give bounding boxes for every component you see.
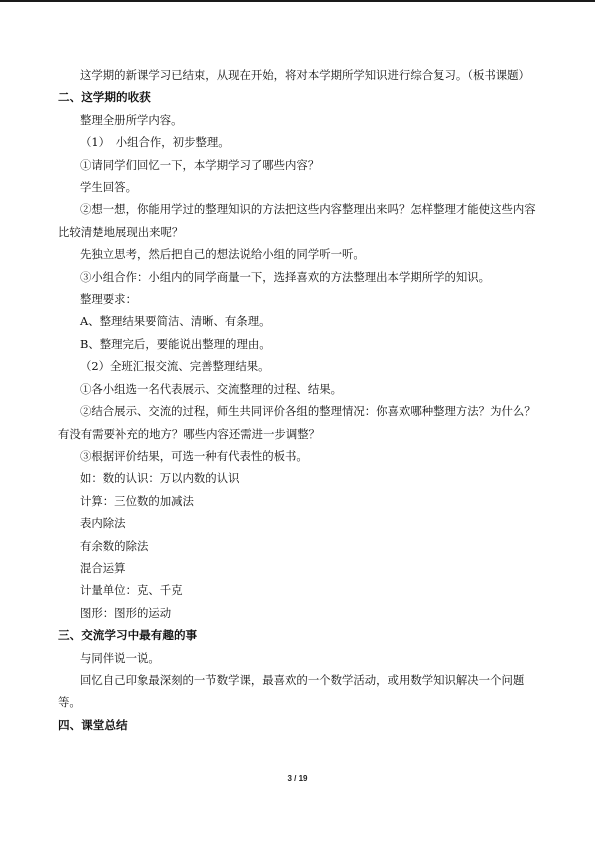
paragraph: A、整理结果要简洁、清晰、有条理。 bbox=[80, 314, 271, 329]
paragraph: （1） 小组合作，初步整理。 bbox=[80, 135, 230, 150]
paragraph: 这学期的新课学习已结束，从现在开始，将对本学期所学知识进行综合复习。（板书课题） bbox=[80, 68, 530, 82]
section-heading: 三、交流学习中最有趣的事 bbox=[58, 628, 198, 643]
paragraph: 表内除法 bbox=[80, 516, 126, 531]
paragraph: B、整理完后，要能说出整理的理由。 bbox=[80, 336, 271, 351]
paragraph: ③根据评价结果，可选一种有代表性的板书。 bbox=[80, 448, 308, 463]
paragraph: 先独立思考，然后把自己的想法说给小组的同学听一听。 bbox=[80, 247, 365, 262]
paragraph: （2）全班汇报交流、完善整理结果。 bbox=[80, 359, 270, 374]
page-top-border bbox=[0, 0, 595, 2]
paragraph: 混合运算 bbox=[80, 560, 126, 575]
paragraph: 回忆自己印象最深刻的一节数学课，最喜欢的一个数学活动，或用数学知识解决一个问题等。 bbox=[58, 672, 525, 710]
paragraph: 整理全册所学内容。 bbox=[80, 112, 183, 127]
paragraph: ①各小组选一名代表展示、交流整理的过程、结果。 bbox=[80, 381, 342, 396]
paragraph: ③小组合作：小组内的同学商量一下，选择喜欢的方法整理出本学期所学的知识。 bbox=[80, 269, 491, 284]
paragraph: 计量单位：克、千克 bbox=[80, 583, 183, 598]
section-heading: 二、这学期的收获 bbox=[58, 90, 151, 105]
section-heading: 四、课堂总结 bbox=[58, 717, 128, 732]
paragraph: 整理要求： bbox=[80, 292, 137, 307]
paragraph: 学生回答。 bbox=[80, 180, 137, 195]
paragraph: 图形：图形的运动 bbox=[80, 605, 172, 620]
paragraph: ②结合展示、交流的过程，师生共同评价各组的整理情况：你喜欢哪种整理方法？为什么？有没有需要补充的地方？哪些内容还需进一步调整？ bbox=[58, 404, 536, 441]
paragraph: 有余数的除法 bbox=[80, 538, 149, 553]
paragraph: ①请同学们回忆一下，本学期学习了哪些内容？ bbox=[80, 157, 320, 172]
paragraph: 计算：三位数的加减法 bbox=[80, 493, 194, 508]
page-number: 3 / 19 bbox=[287, 774, 308, 783]
paragraph: 如：数的认识：万以内数的认识 bbox=[80, 471, 240, 486]
document-body bbox=[58, 64, 540, 736]
paragraph: ②想一想，你能用学过的整理知识的方法把这些内容整理出来吗？怎样整理才能使这些内容比较清楚地展现出来呢？ bbox=[58, 202, 536, 239]
paragraph: 与同伴说一说。 bbox=[80, 650, 160, 665]
